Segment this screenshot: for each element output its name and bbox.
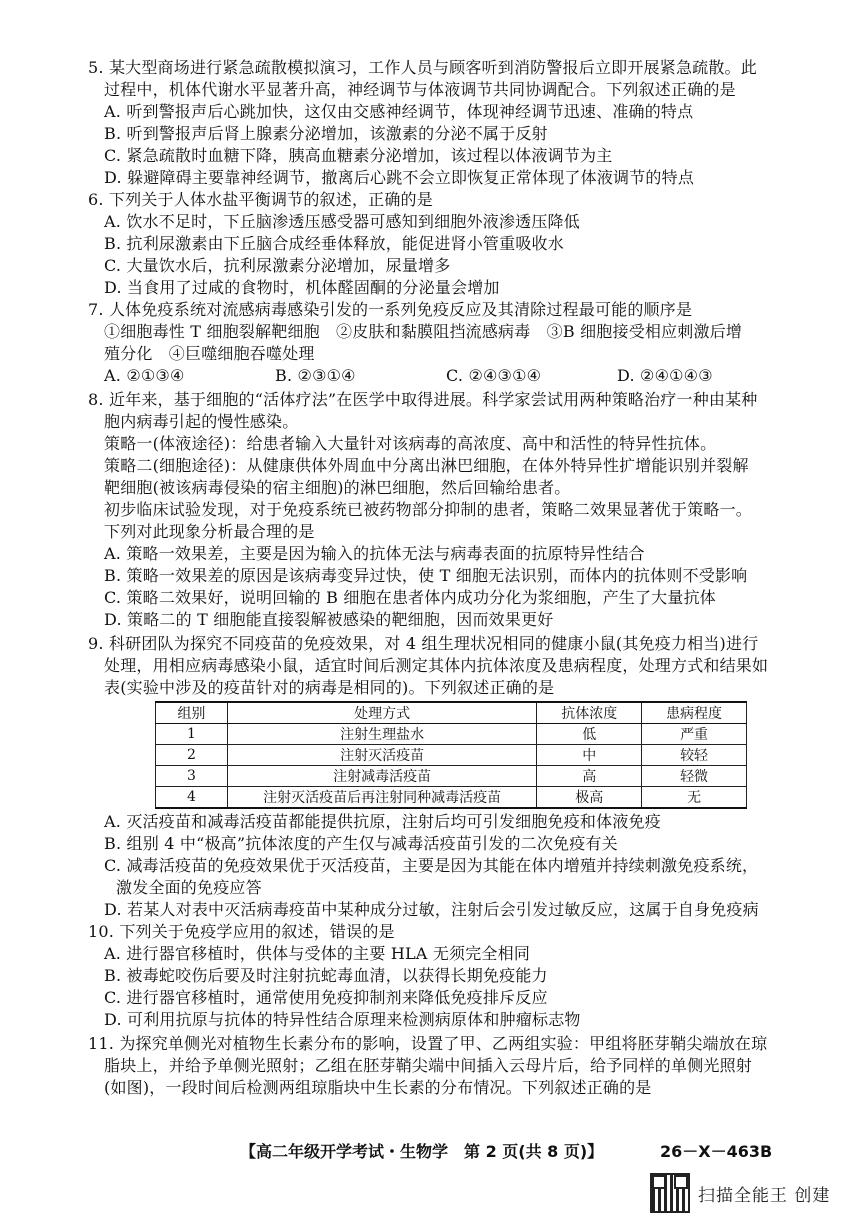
question-8-option-c: C. 策略二效果好，说明回输的 B 细胞在患者体内成功分化为浆细胞，产生了大量抗体 bbox=[104, 588, 716, 607]
question-11-stem-line: 脂块上，并给予单侧光照射；乙组在胚芽鞘尖端中间插入云母片后，给予同样的单侧光照射 bbox=[104, 1056, 753, 1075]
table-cell: 注射减毒活疫苗 bbox=[227, 766, 536, 787]
question-8-stem-line: 胞内病毒引起的慢性感染。 bbox=[104, 412, 299, 431]
question-6-option-a: A. 饮水不足时，下丘脑渗透压感受器可感知到细胞外液渗透压降低 bbox=[104, 212, 580, 231]
question-6-option-d: D. 当食用了过咸的食物时，机体醛固酮的分泌量会增加 bbox=[104, 278, 500, 297]
question-7-options bbox=[88, 365, 788, 387]
exam-code: 26－X－463B bbox=[660, 1142, 773, 1161]
question-5-option-a: A. 听到警报声后心跳加快，这仅由交感神经调节，体现神经调节迅速、准确的特点 bbox=[104, 102, 694, 121]
question-7-option-d: D. ②④①④③ bbox=[617, 366, 713, 385]
question-11-stem-line: 11. 为探究单侧光对植物生长素分布的影响，设置了甲、乙两组实验：甲组将胚芽鞘尖端放在琼 bbox=[88, 1034, 768, 1053]
question-7-option-b: B. ②③①④ bbox=[275, 366, 356, 385]
table-header-cell: 处理方式 bbox=[227, 702, 536, 724]
question-9-option-a: A. 灭活疫苗和减毒活疫苗都能提供抗原，注射后均可引发细胞免疫和体液免疫 bbox=[104, 812, 661, 831]
question-5-stem-line: 5. 某大型商场进行紧急疏散模拟演习，工作人员与顾客听到消防警报后立即开展紧急疏散。此 bbox=[88, 58, 757, 77]
question-7 bbox=[88, 299, 788, 387]
question-8-stem-line: 初步临床试验发现，对于免疫系统已被药物部分抑制的患者，策略二效果显著优于策略一。 bbox=[104, 500, 753, 519]
question-8-option-d: D. 策略二的 T 细胞能直接裂解被感染的靶细胞，因而效果更好 bbox=[104, 610, 554, 629]
table-cell: 较轻 bbox=[642, 745, 747, 766]
question-6-stem-line: 6. 下列关于人体水盐平衡调节的叙述，正确的是 bbox=[88, 190, 433, 209]
question-6-option-b: B. 抗利尿激素由下丘脑合成经垂体释放，能促进肾小管重吸收水 bbox=[104, 234, 564, 253]
question-9-stem-line: 表(实验中涉及的疫苗针对的病毒是相同的)。下列叙述正确的是 bbox=[104, 678, 555, 697]
table-cell: 轻微 bbox=[642, 766, 747, 787]
table-cell: 低 bbox=[537, 724, 642, 745]
question-6 bbox=[88, 189, 788, 299]
table-cell: 极高 bbox=[537, 787, 642, 809]
question-8-stem-line: 下列对此现象分析最合理的是 bbox=[104, 522, 315, 541]
question-7-option-c: C. ②④③①④ bbox=[446, 366, 542, 385]
table-header-cell: 抗体浓度 bbox=[537, 702, 642, 724]
question-9-stem-line: 9. 科研团队为探究不同疫苗的免疫效果，对 4 组生理状况相同的健康小鼠(其免疫力相当)进行 bbox=[88, 634, 759, 653]
question-11 bbox=[88, 1033, 788, 1099]
footer-title: 【高二年级开学考试・生物学 第 2 页(共 8 页)】 bbox=[240, 1142, 604, 1161]
table-cell: 注射灭活疫苗 bbox=[227, 745, 536, 766]
question-5-option-d: D. 躲避障碍主要靠神经调节，撤离后心跳不会立即恢复正常体现了体液调节的特点 bbox=[104, 168, 695, 187]
table-cell: 1 bbox=[156, 724, 228, 745]
table-cell: 4 bbox=[156, 787, 228, 809]
question-10-option-d: D. 可利用抗原与抗体的特异性结合原理来检测病原体和肿瘤标志物 bbox=[104, 1010, 581, 1029]
table-row bbox=[156, 787, 747, 809]
table-row bbox=[156, 745, 747, 766]
table-cell: 3 bbox=[156, 766, 228, 787]
question-10-option-b: B. 被毒蛇咬伤后要及时注射抗蛇毒血清，以获得长期免疫能力 bbox=[104, 966, 548, 985]
question-5-option-c: C. 紧急疏散时血糖下降，胰高血糖素分泌增加，该过程以体液调节为主 bbox=[104, 146, 613, 165]
question-8-option-b: B. 策略一效果差的原因是该病毒变异过快，使 T 细胞无法识别，而体内的抗体则不受影响 bbox=[104, 566, 748, 585]
question-10-option-c: C. 进行器官移植时，通常使用免疫抑制剂来降低免疫排斥反应 bbox=[104, 988, 548, 1007]
watermark-text: 扫描全能王 创建 bbox=[698, 1185, 831, 1206]
table-row bbox=[156, 724, 747, 745]
question-7-stem-line: ①细胞毒性 T 细胞裂解靶细胞 ②皮肤和黏膜阻挡流感病毒 ③B 细胞接受相应刺激后增 bbox=[104, 322, 743, 341]
question-5-stem-line: 过程中，机体代谢水平显著升高，神经调节与体液调节共同协调配合。下列叙述正确的是 bbox=[104, 80, 736, 99]
scanner-watermark bbox=[652, 1173, 862, 1213]
question-7-stem-line: 7. 人体免疫系统对流感病毒感染引发的一系列免疫反应及其清除过程最可能的顺序是 bbox=[88, 300, 693, 319]
table-cell: 注射生理盐水 bbox=[227, 724, 536, 745]
question-5-option-b: B. 听到警报声后肾上腺素分泌增加，该激素的分泌不属于反射 bbox=[104, 124, 548, 143]
question-8 bbox=[88, 389, 788, 631]
question-10-stem-line: 10. 下列关于免疫学应用的叙述，错误的是 bbox=[88, 922, 395, 941]
question-9-option-c: C. 减毒活疫苗的免疫效果优于灭活疫苗，主要是因为其能在体内增殖并持续刺激免疫系统， bbox=[104, 856, 759, 875]
question-6-option-c: C. 大量饮水后，抗利尿激素分泌增加，尿量增多 bbox=[104, 256, 451, 275]
table-cell: 注射灭活疫苗后再注射同种减毒活疫苗 bbox=[227, 787, 536, 809]
question-8-stem-line: 8. 近年来，基于细胞的“活体疗法”在医学中取得进展。科学家尝试用两种策略治疗一种由某种 bbox=[88, 390, 758, 409]
question-9-stem-line: 处理，用相应病毒感染小鼠，适宜时间后测定其体内抗体浓度及患病程度，处理方式和结果如 bbox=[104, 656, 769, 675]
question-11-stem-line: (如图)，一段时间后检测两组琼脂块中生长素的分布情况。下列叙述正确的是 bbox=[104, 1078, 652, 1097]
table-header-cell: 组别 bbox=[156, 702, 228, 724]
table-row bbox=[156, 766, 747, 787]
question-8-stem-line: 策略二(细胞途径)：从健康供体外周血中分离出淋巴细胞，在体外特异性扩增能识别并裂解 bbox=[104, 456, 749, 475]
table-cell: 无 bbox=[642, 787, 747, 809]
question-5 bbox=[88, 57, 788, 189]
question-7-stem-line: 殖分化 ④巨噬细胞吞噬处理 bbox=[104, 344, 315, 363]
table-cell: 中 bbox=[537, 745, 642, 766]
question-9-option-b: B. 组别 4 中“极高”抗体浓度的产生仅与减毒活疫苗引发的二次免疫有关 bbox=[104, 834, 618, 853]
question-9-options bbox=[88, 811, 788, 921]
table-header-cell: 患病程度 bbox=[642, 702, 747, 724]
results-table bbox=[155, 701, 747, 809]
question-8-stem-line: 策略一(体液途径)：给患者输入大量针对该病毒的高浓度、高中和活性的特异性抗体。 bbox=[104, 434, 717, 453]
table-cell: 2 bbox=[156, 745, 228, 766]
question-10-option-a: A. 进行器官移植时，供体与受体的主要 HLA 无须完全相同 bbox=[104, 944, 531, 963]
question-9-option-c-cont: 激发全面的免疫应答 bbox=[116, 878, 262, 897]
table-header-row bbox=[156, 702, 747, 724]
question-7-option-a: A. ②①③④ bbox=[104, 366, 185, 385]
question-10 bbox=[88, 921, 788, 1031]
question-8-option-a: A. 策略一效果差，主要是因为输入的抗体无法与病毒表面的抗原特异性结合 bbox=[104, 544, 645, 563]
page-footer bbox=[240, 1139, 800, 1162]
question-9 bbox=[88, 633, 788, 699]
table-cell: 严重 bbox=[642, 724, 747, 745]
question-9-option-d: D. 若某人对表中灭活病毒疫苗中某种成分过敏，注射后会引发过敏反应，这属于自身免疫病 bbox=[104, 900, 759, 919]
table-cell: 高 bbox=[537, 766, 642, 787]
qr-code-icon bbox=[652, 1175, 688, 1211]
question-8-stem-line: 靶细胞(被该病毒侵染的宿主细胞)的淋巴细胞，然后回输给患者。 bbox=[104, 478, 571, 497]
